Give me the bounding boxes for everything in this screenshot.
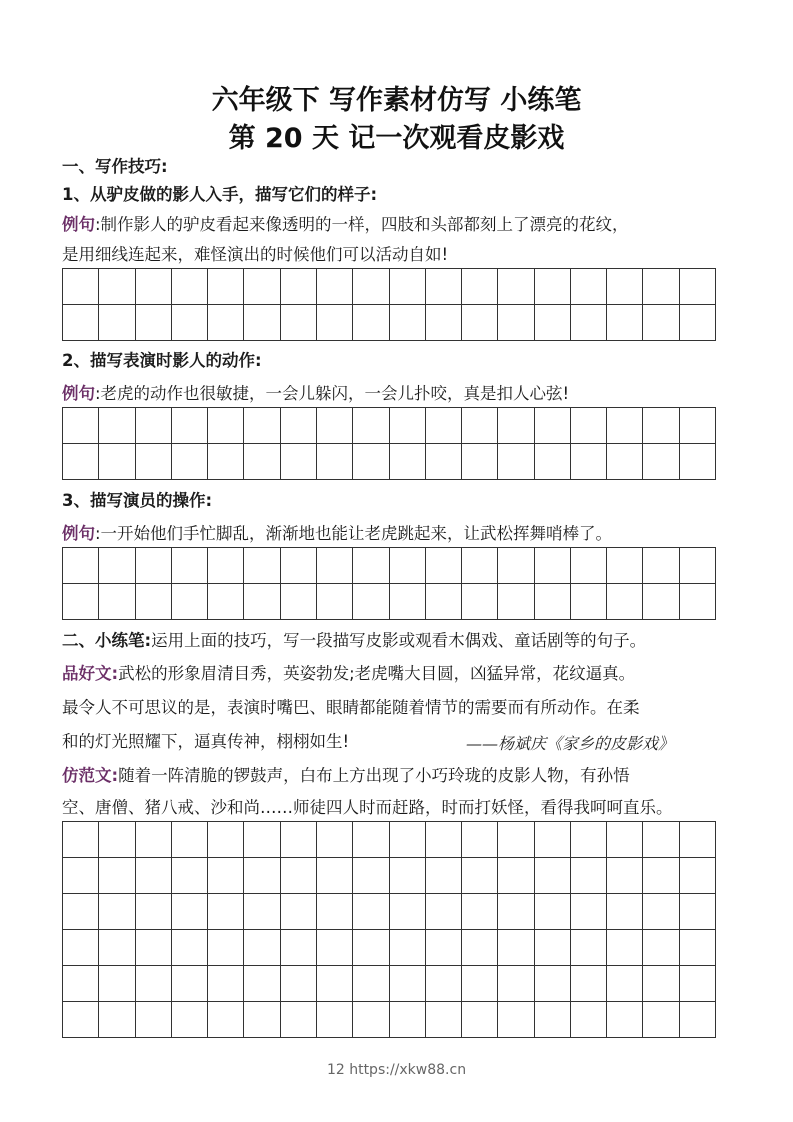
grid-cell[interactable] xyxy=(426,444,462,480)
grid-cell[interactable] xyxy=(462,584,498,620)
grid-cell[interactable] xyxy=(63,548,99,584)
grid-cell[interactable] xyxy=(353,548,389,584)
grid-cell[interactable] xyxy=(208,894,244,930)
grid-cell[interactable] xyxy=(63,966,99,1002)
grid-cell[interactable] xyxy=(244,269,280,305)
grid-cell[interactable] xyxy=(317,305,353,341)
grid-cell[interactable] xyxy=(643,584,679,620)
section2-line xyxy=(62,630,646,652)
grid-cell[interactable] xyxy=(535,822,571,858)
section1-heading: 一、写作技巧: xyxy=(62,157,168,176)
grid-cell[interactable] xyxy=(498,584,534,620)
grid-cell[interactable] xyxy=(680,894,716,930)
grid-cell[interactable] xyxy=(643,444,679,480)
grid-cell[interactable] xyxy=(643,894,679,930)
grid-cell[interactable] xyxy=(680,444,716,480)
grid-cell[interactable] xyxy=(63,305,99,341)
writing-grid-3[interactable] xyxy=(62,547,716,620)
grid-cell[interactable] xyxy=(208,858,244,894)
title-line-1: 六年级下 写作素材仿写 小练笔 xyxy=(211,85,582,116)
grid-cell[interactable] xyxy=(462,894,498,930)
grid-cell[interactable] xyxy=(607,548,643,584)
grid-cell[interactable] xyxy=(462,822,498,858)
grid-cell[interactable] xyxy=(680,966,716,1002)
grid-cell[interactable] xyxy=(535,858,571,894)
item2-example-label: 例句 xyxy=(62,384,95,403)
grid-cell[interactable] xyxy=(462,444,498,480)
grid-cell[interactable] xyxy=(208,444,244,480)
grid-cell[interactable] xyxy=(281,1002,317,1038)
grid-cell[interactable] xyxy=(643,930,679,966)
grid-cell[interactable] xyxy=(99,305,135,341)
grid-cell[interactable] xyxy=(462,858,498,894)
grid-cell[interactable] xyxy=(244,858,280,894)
grid-cell[interactable] xyxy=(172,305,208,341)
grid-cell[interactable] xyxy=(498,269,534,305)
grid-cell[interactable] xyxy=(680,1002,716,1038)
good-text-line1 xyxy=(62,663,635,685)
grid-cell[interactable] xyxy=(208,966,244,1002)
model-text-line2: 空、唐僧、猪八戒、沙和尚……师徒四人时而赶路，时而打妖怪，看得我呵呵直乐。 xyxy=(62,798,673,817)
grid-cell[interactable] xyxy=(607,894,643,930)
grid-cell[interactable] xyxy=(462,930,498,966)
grid-cell[interactable] xyxy=(571,894,607,930)
grid-cell[interactable] xyxy=(99,408,135,444)
good-text-attribution: ——杨斌庆《家乡的皮影戏》 xyxy=(466,734,675,753)
grid-cell[interactable] xyxy=(607,966,643,1002)
grid-cell[interactable] xyxy=(390,822,426,858)
item1-heading: 1、从驴皮做的影人入手，描写它们的样子: xyxy=(62,185,378,204)
grid-cell[interactable] xyxy=(643,858,679,894)
grid-cell[interactable] xyxy=(498,408,534,444)
grid-cell[interactable] xyxy=(136,584,172,620)
grid-cell[interactable] xyxy=(244,930,280,966)
item3-example-text: :一开始他们手忙脚乱，渐渐地也能让老虎跳起来，让武松挥舞哨棒了。 xyxy=(95,524,613,543)
grid-cell[interactable] xyxy=(390,1002,426,1038)
grid-cell[interactable] xyxy=(680,584,716,620)
grid-cell[interactable] xyxy=(426,930,462,966)
grid-cell[interactable] xyxy=(317,966,353,1002)
grid-cell[interactable] xyxy=(281,444,317,480)
grid-cell[interactable] xyxy=(426,1002,462,1038)
grid-cell[interactable] xyxy=(208,930,244,966)
grid-cell[interactable] xyxy=(136,966,172,1002)
section2-instruction: 运用上面的技巧，写一段描写皮影或观看木偶戏、童话剧等的句子。 xyxy=(151,631,647,650)
grid-cell[interactable] xyxy=(99,930,135,966)
grid-cell[interactable] xyxy=(462,966,498,1002)
writing-grid-1[interactable] xyxy=(62,268,716,341)
grid-cell[interactable] xyxy=(607,1002,643,1038)
grid-cell[interactable] xyxy=(136,444,172,480)
grid-cell[interactable] xyxy=(353,444,389,480)
grid-cell[interactable] xyxy=(680,305,716,341)
grid-cell[interactable] xyxy=(607,408,643,444)
grid-cell[interactable] xyxy=(680,408,716,444)
grid-cell[interactable] xyxy=(607,858,643,894)
grid-cell[interactable] xyxy=(63,269,99,305)
grid-cell[interactable] xyxy=(172,269,208,305)
grid-cell[interactable] xyxy=(426,966,462,1002)
grid-cell[interactable] xyxy=(643,966,679,1002)
grid-cell[interactable] xyxy=(462,1002,498,1038)
grid-cell[interactable] xyxy=(208,305,244,341)
model-text-1: 随着一阵清脆的锣鼓声，白布上方出现了小巧玲珑的皮影人物，有孙悟 xyxy=(118,766,630,785)
grid-cell[interactable] xyxy=(498,444,534,480)
grid-cell[interactable] xyxy=(390,894,426,930)
grid-cell[interactable] xyxy=(208,269,244,305)
grid-cell[interactable] xyxy=(535,930,571,966)
grid-cell[interactable] xyxy=(172,1002,208,1038)
grid-cell[interactable] xyxy=(63,584,99,620)
grid-cell[interactable] xyxy=(244,305,280,341)
grid-cell[interactable] xyxy=(571,548,607,584)
grid-cell[interactable] xyxy=(208,584,244,620)
grid-cell[interactable] xyxy=(317,930,353,966)
grid-cell[interactable] xyxy=(498,966,534,1002)
grid-cell[interactable] xyxy=(63,408,99,444)
item1-example-line1 xyxy=(62,214,629,236)
grid-cell[interactable] xyxy=(426,858,462,894)
grid-cell[interactable] xyxy=(426,269,462,305)
model-text-label: 仿范文: xyxy=(62,766,119,785)
grid-cell[interactable] xyxy=(63,822,99,858)
grid-cell[interactable] xyxy=(390,408,426,444)
grid-cell[interactable] xyxy=(607,269,643,305)
grid-cell[interactable] xyxy=(607,930,643,966)
grid-cell[interactable] xyxy=(99,548,135,584)
grid-cell[interactable] xyxy=(607,822,643,858)
grid-cell[interactable] xyxy=(136,1002,172,1038)
grid-cell[interactable] xyxy=(498,822,534,858)
grid-cell[interactable] xyxy=(571,966,607,1002)
grid-cell[interactable] xyxy=(571,822,607,858)
grid-cell[interactable] xyxy=(172,966,208,1002)
grid-cell[interactable] xyxy=(462,269,498,305)
grid-cell[interactable] xyxy=(498,548,534,584)
grid-cell[interactable] xyxy=(317,822,353,858)
grid-cell[interactable] xyxy=(426,548,462,584)
grid-cell[interactable] xyxy=(426,822,462,858)
grid-cell[interactable] xyxy=(317,894,353,930)
grid-cell[interactable] xyxy=(680,822,716,858)
grid-cell[interactable] xyxy=(571,269,607,305)
grid-cell[interactable] xyxy=(390,305,426,341)
writing-grid-4[interactable] xyxy=(62,821,716,1038)
grid-cell[interactable] xyxy=(136,858,172,894)
grid-cell[interactable] xyxy=(643,269,679,305)
grid-cell[interactable] xyxy=(244,894,280,930)
grid-cell[interactable] xyxy=(281,548,317,584)
grid-cell[interactable] xyxy=(535,584,571,620)
grid-cell[interactable] xyxy=(462,408,498,444)
grid-cell[interactable] xyxy=(571,584,607,620)
item3-heading: 3、描写演员的操作: xyxy=(62,491,213,510)
grid-cell[interactable] xyxy=(462,548,498,584)
grid-cell[interactable] xyxy=(643,305,679,341)
grid-cell[interactable] xyxy=(63,894,99,930)
item1-example-line2: 是用细线连起来，难怪演出的时候他们可以活动自如! xyxy=(62,245,449,264)
grid-cell[interactable] xyxy=(244,548,280,584)
item2-example-line xyxy=(62,383,569,405)
grid-cell[interactable] xyxy=(244,822,280,858)
grid-cell[interactable] xyxy=(426,305,462,341)
grid-cell[interactable] xyxy=(607,305,643,341)
grid-cell[interactable] xyxy=(63,444,99,480)
grid-cell[interactable] xyxy=(317,408,353,444)
grid-cell[interactable] xyxy=(281,894,317,930)
grid-cell[interactable] xyxy=(353,408,389,444)
grid-cell[interactable] xyxy=(317,1002,353,1038)
grid-cell[interactable] xyxy=(643,1002,679,1038)
grid-cell[interactable] xyxy=(136,408,172,444)
good-text-line2: 最令人不可思议的是，表演时嘴巴、眼睛都能随着情节的需要而有所动作。在柔 xyxy=(62,698,640,717)
grid-cell[interactable] xyxy=(136,269,172,305)
grid-cell[interactable] xyxy=(390,966,426,1002)
writing-grid-2[interactable] xyxy=(62,407,716,480)
grid-cell[interactable] xyxy=(281,584,317,620)
grid-cell[interactable] xyxy=(535,305,571,341)
grid-cell[interactable] xyxy=(136,930,172,966)
grid-cell[interactable] xyxy=(136,305,172,341)
grid-cell[interactable] xyxy=(281,930,317,966)
grid-cell[interactable] xyxy=(353,894,389,930)
title-line-2: 第 20 天 记一次观看皮影戏 xyxy=(228,123,565,154)
grid-cell[interactable] xyxy=(571,408,607,444)
grid-cell[interactable] xyxy=(353,966,389,1002)
grid-cell[interactable] xyxy=(498,1002,534,1038)
grid-cell[interactable] xyxy=(172,858,208,894)
page-footer: 12 https://xkw88.cn xyxy=(326,1062,467,1078)
grid-cell[interactable] xyxy=(680,930,716,966)
grid-cell[interactable] xyxy=(317,584,353,620)
grid-cell[interactable] xyxy=(571,858,607,894)
grid-cell[interactable] xyxy=(535,269,571,305)
grid-cell[interactable] xyxy=(571,1002,607,1038)
grid-cell[interactable] xyxy=(244,1002,280,1038)
grid-cell[interactable] xyxy=(172,548,208,584)
grid-cell[interactable] xyxy=(99,269,135,305)
grid-cell[interactable] xyxy=(172,930,208,966)
grid-cell[interactable] xyxy=(208,1002,244,1038)
grid-cell[interactable] xyxy=(136,548,172,584)
grid-cell[interactable] xyxy=(63,930,99,966)
grid-cell[interactable] xyxy=(172,822,208,858)
grid-cell[interactable] xyxy=(244,584,280,620)
grid-cell[interactable] xyxy=(607,444,643,480)
grid-cell[interactable] xyxy=(680,858,716,894)
grid-cell[interactable] xyxy=(244,408,280,444)
grid-cell[interactable] xyxy=(99,966,135,1002)
item3-example-label: 例句 xyxy=(62,524,95,543)
grid-cell[interactable] xyxy=(63,1002,99,1038)
item1-example-label: 例句 xyxy=(62,215,95,234)
grid-cell[interactable] xyxy=(353,305,389,341)
grid-cell[interactable] xyxy=(172,894,208,930)
grid-cell[interactable] xyxy=(208,822,244,858)
grid-cell[interactable] xyxy=(390,444,426,480)
grid-cell[interactable] xyxy=(244,444,280,480)
grid-cell[interactable] xyxy=(353,269,389,305)
grid-cell[interactable] xyxy=(99,894,135,930)
grid-cell[interactable] xyxy=(281,269,317,305)
grid-cell[interactable] xyxy=(99,584,135,620)
grid-cell[interactable] xyxy=(571,305,607,341)
item2-example-text: :老虎的动作也很敏捷，一会儿躲闪，一会儿扑咬，真是扣人心弦! xyxy=(95,384,570,403)
grid-cell[interactable] xyxy=(680,269,716,305)
grid-cell[interactable] xyxy=(244,966,280,1002)
grid-cell[interactable] xyxy=(535,1002,571,1038)
grid-cell[interactable] xyxy=(390,858,426,894)
grid-cell[interactable] xyxy=(99,822,135,858)
section2-heading: 二、小练笔: xyxy=(62,631,152,650)
grid-cell[interactable] xyxy=(535,444,571,480)
grid-cell[interactable] xyxy=(680,548,716,584)
grid-cell[interactable] xyxy=(498,305,534,341)
grid-cell[interactable] xyxy=(317,548,353,584)
item1-example-text1: :制作影人的驴皮看起来像透明的一样，四肢和头部都刻上了漂亮的花纹， xyxy=(95,215,629,234)
grid-cell[interactable] xyxy=(426,584,462,620)
grid-cell[interactable] xyxy=(426,408,462,444)
good-text-line3: 和的灯光照耀下，逼真传神，栩栩如生! xyxy=(62,732,350,751)
grid-cell[interactable] xyxy=(317,269,353,305)
grid-cell[interactable] xyxy=(390,548,426,584)
grid-cell[interactable] xyxy=(353,858,389,894)
grid-cell[interactable] xyxy=(281,858,317,894)
grid-cell[interactable] xyxy=(390,269,426,305)
grid-cell[interactable] xyxy=(535,548,571,584)
grid-cell[interactable] xyxy=(172,584,208,620)
grid-cell[interactable] xyxy=(281,966,317,1002)
grid-cell[interactable] xyxy=(498,858,534,894)
grid-cell[interactable] xyxy=(99,858,135,894)
item2-heading: 2、描写表演时影人的动作: xyxy=(62,351,262,370)
grid-cell[interactable] xyxy=(571,930,607,966)
grid-cell[interactable] xyxy=(172,408,208,444)
grid-cell[interactable] xyxy=(136,894,172,930)
grid-cell[interactable] xyxy=(281,822,317,858)
grid-cell[interactable] xyxy=(535,894,571,930)
grid-cell[interactable] xyxy=(281,408,317,444)
grid-cell[interactable] xyxy=(462,305,498,341)
grid-cell[interactable] xyxy=(99,444,135,480)
grid-cell[interactable] xyxy=(535,966,571,1002)
grid-cell[interactable] xyxy=(317,444,353,480)
good-text-1: 武松的形象眉清目秀，英姿勃发;老虎嘴大目圆，凶猛异常，花纹逼真。 xyxy=(118,664,636,683)
grid-cell[interactable] xyxy=(136,822,172,858)
grid-cell[interactable] xyxy=(390,584,426,620)
grid-cell[interactable] xyxy=(498,930,534,966)
grid-cell[interactable] xyxy=(643,822,679,858)
grid-cell[interactable] xyxy=(571,444,607,480)
grid-cell[interactable] xyxy=(281,305,317,341)
grid-cell[interactable] xyxy=(353,1002,389,1038)
grid-cell[interactable] xyxy=(353,822,389,858)
grid-cell[interactable] xyxy=(208,408,244,444)
grid-cell[interactable] xyxy=(643,408,679,444)
model-text-line1 xyxy=(62,765,630,787)
grid-cell[interactable] xyxy=(63,858,99,894)
good-text-label: 品好文: xyxy=(62,664,119,683)
grid-cell[interactable] xyxy=(353,584,389,620)
grid-cell[interactable] xyxy=(208,548,244,584)
grid-cell[interactable] xyxy=(99,1002,135,1038)
grid-cell[interactable] xyxy=(353,930,389,966)
grid-cell[interactable] xyxy=(390,930,426,966)
grid-cell[interactable] xyxy=(498,894,534,930)
grid-cell[interactable] xyxy=(317,858,353,894)
grid-cell[interactable] xyxy=(426,894,462,930)
grid-cell[interactable] xyxy=(172,444,208,480)
grid-cell[interactable] xyxy=(643,548,679,584)
grid-cell[interactable] xyxy=(535,408,571,444)
item3-example-line xyxy=(62,523,612,545)
grid-cell[interactable] xyxy=(607,584,643,620)
